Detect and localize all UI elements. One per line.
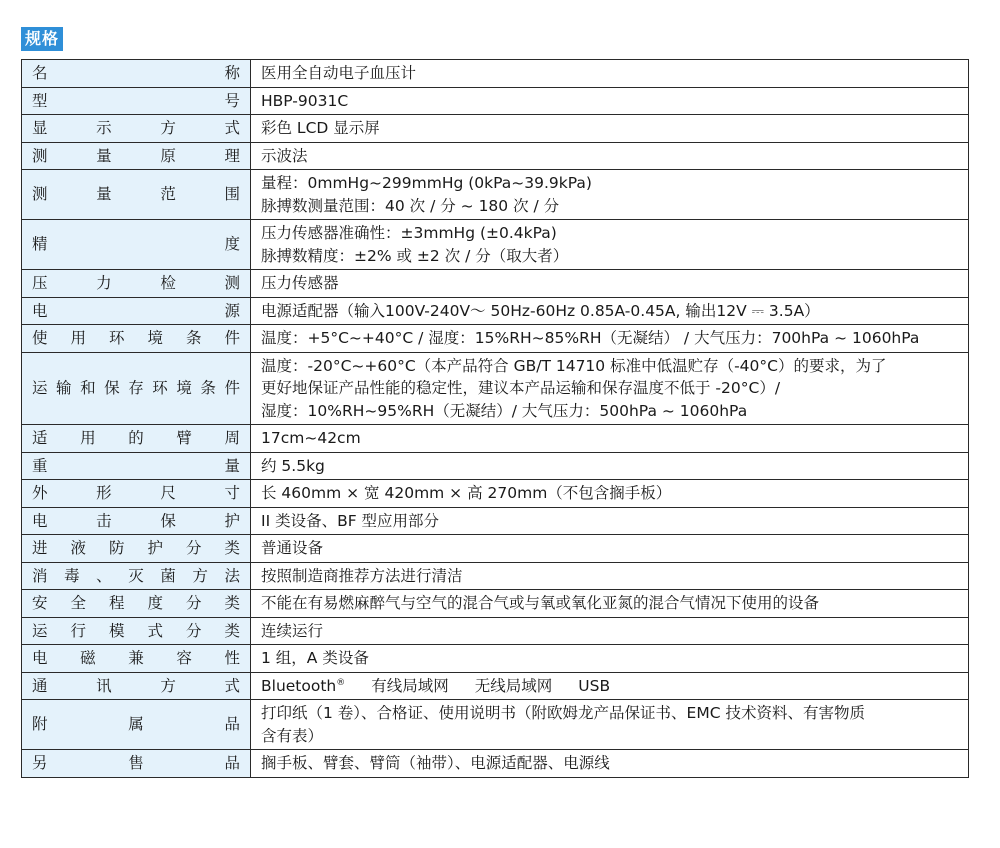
spec-value-line: 含有表） <box>261 726 324 745</box>
spec-value <box>251 672 969 700</box>
spec-label: 测量原理 <box>22 142 251 170</box>
spec-label: 运行模式分类 <box>22 617 251 645</box>
spec-value-line: 约 5.5kg <box>261 456 325 475</box>
spec-row <box>22 297 969 325</box>
spec-value-line: 压力传感器 <box>261 274 339 292</box>
spec-row <box>22 425 969 453</box>
spec-row <box>22 672 969 700</box>
spec-value-line: 17cm~42cm <box>261 429 361 447</box>
comm-method-item: USB <box>578 676 611 695</box>
spec-value <box>251 270 969 298</box>
spec-value-line: 1 组，A 类设备 <box>261 649 369 667</box>
spec-label: 安全程度分类 <box>22 590 251 618</box>
spec-row <box>22 142 969 170</box>
spec-row <box>22 452 969 480</box>
spec-value <box>251 507 969 535</box>
comm-method-item: 有线局域网 <box>371 676 449 695</box>
spec-label: 附属品 <box>22 700 251 750</box>
spec-value <box>251 750 969 778</box>
spec-label: 名称 <box>22 60 251 88</box>
spec-value <box>251 87 969 115</box>
spec-label: 通讯方式 <box>22 672 251 700</box>
spec-value <box>251 535 969 563</box>
spec-value <box>251 352 969 425</box>
spec-row <box>22 115 969 143</box>
spec-row <box>22 480 969 508</box>
spec-row <box>22 507 969 535</box>
spec-value-line: 更好地保证产品性能的稳定性，建议本产品运输和保存温度不低于 -20°C）/ <box>261 379 781 397</box>
spec-value <box>251 425 969 453</box>
spec-value <box>251 220 969 270</box>
spec-label: 压力检测 <box>22 270 251 298</box>
spec-row <box>22 220 969 270</box>
spec-table-body <box>22 60 969 778</box>
spec-value <box>251 645 969 673</box>
spec-value-line: 示波法 <box>261 146 308 165</box>
spec-value-line: 脉搏数精度：±2% 或 ±2 次 / 分（取大者） <box>261 246 569 265</box>
spec-row <box>22 60 969 88</box>
spec-label: 运输和保存环境条件 <box>22 352 251 425</box>
spec-row <box>22 270 969 298</box>
spec-value-line: 量程：0mmHg~299mmHg (0kPa~39.9kPa) <box>261 174 592 192</box>
spec-value-line: HBP-9031C <box>261 91 349 110</box>
spec-label: 电击保护 <box>22 507 251 535</box>
spec-row <box>22 562 969 590</box>
spec-value-line: 按照制造商推荐方法进行清洁 <box>261 566 463 585</box>
spec-value <box>251 480 969 508</box>
spec-label: 进液防护分类 <box>22 535 251 563</box>
spec-row <box>22 590 969 618</box>
spec-value-line: 长 460mm × 宽 420mm × 高 270mm（不包含搁手板） <box>261 484 672 502</box>
spec-value <box>251 297 969 325</box>
spec-value <box>251 590 969 618</box>
spec-label: 型号 <box>22 87 251 115</box>
spec-row <box>22 87 969 115</box>
spec-table <box>21 59 969 778</box>
spec-label: 显示方式 <box>22 115 251 143</box>
spec-value-line: 搁手板、臂套、臂筒（袖带）、电源适配器、电源线 <box>261 754 610 772</box>
spec-label: 测量范围 <box>22 170 251 220</box>
comm-method-item: 无线局域网 <box>474 676 553 695</box>
spec-label: 消毒、灭菌方法 <box>22 562 251 590</box>
spec-value-line: 打印纸（1 卷）、合格证、使用说明书（附欧姆龙产品保证书、EMC 技术资料、有害物质 <box>261 704 865 722</box>
spec-value-line: 脉搏数测量范围：40 次 / 分 ~ 180 次 / 分 <box>261 196 560 215</box>
spec-value-line: 温度：-20°C~+60°C（本产品符合 GB/T 14710 标准中低温贮存（-40°C）的要求，为了 <box>261 356 887 375</box>
spec-label: 使用环境条件 <box>22 325 251 353</box>
spec-value-line: 湿度：10%RH~95%RH（无凝结）/ 大气压力：500hPa ~ 1060hPa <box>261 401 748 420</box>
spec-value <box>251 700 969 750</box>
spec-value <box>251 142 969 170</box>
spec-value <box>251 562 969 590</box>
spec-row <box>22 325 969 353</box>
spec-label: 电磁兼容性 <box>22 645 251 673</box>
spec-row <box>22 170 969 220</box>
spec-label: 适用的臂周 <box>22 425 251 453</box>
spec-row <box>22 535 969 563</box>
spec-value-line: 温度：+5°C~+40°C / 湿度：15%RH~85%RH（无凝结） / 大气压力：700hPa ~ 1060hPa <box>261 329 920 347</box>
spec-row <box>22 645 969 673</box>
spec-row <box>22 617 969 645</box>
spec-value <box>251 115 969 143</box>
spec-row <box>22 700 969 750</box>
spec-label: 精度 <box>22 220 251 270</box>
spec-value-line: 连续运行 <box>261 621 324 640</box>
spec-label: 电源 <box>22 297 251 325</box>
spec-value-line: 医用全自动电子血压计 <box>261 64 417 82</box>
spec-value-line: 普通设备 <box>261 539 324 557</box>
spec-value-line: 不能在有易燃麻醉气与空气的混合气或与氧或氧化亚氮的混合气情况下使用的设备 <box>261 594 820 612</box>
spec-value <box>251 452 969 480</box>
spec-row <box>22 352 969 425</box>
spec-value <box>251 617 969 645</box>
spec-value <box>251 60 969 88</box>
spec-value-line: 电源适配器（输入100V-240V～ 50Hz-60Hz 0.85A-0.45A, 输出12V ⎓ 3.5A） <box>261 301 820 320</box>
spec-value <box>251 170 969 220</box>
spec-value-line: 彩色 LCD 显示屏 <box>261 119 380 137</box>
spec-value-line: 压力传感器准确性：±3mmHg (±0.4kPa) <box>261 224 557 242</box>
section-title: 规格 <box>21 27 63 51</box>
spec-row <box>22 750 969 778</box>
spec-label: 重量 <box>22 452 251 480</box>
spec-value-line: II 类设备、BF 型应用部分 <box>261 511 440 530</box>
spec-value <box>251 325 969 353</box>
spec-label: 外形尺寸 <box>22 480 251 508</box>
comm-method-item: Bluetooth® <box>261 676 346 695</box>
spec-label: 另售品 <box>22 750 251 778</box>
